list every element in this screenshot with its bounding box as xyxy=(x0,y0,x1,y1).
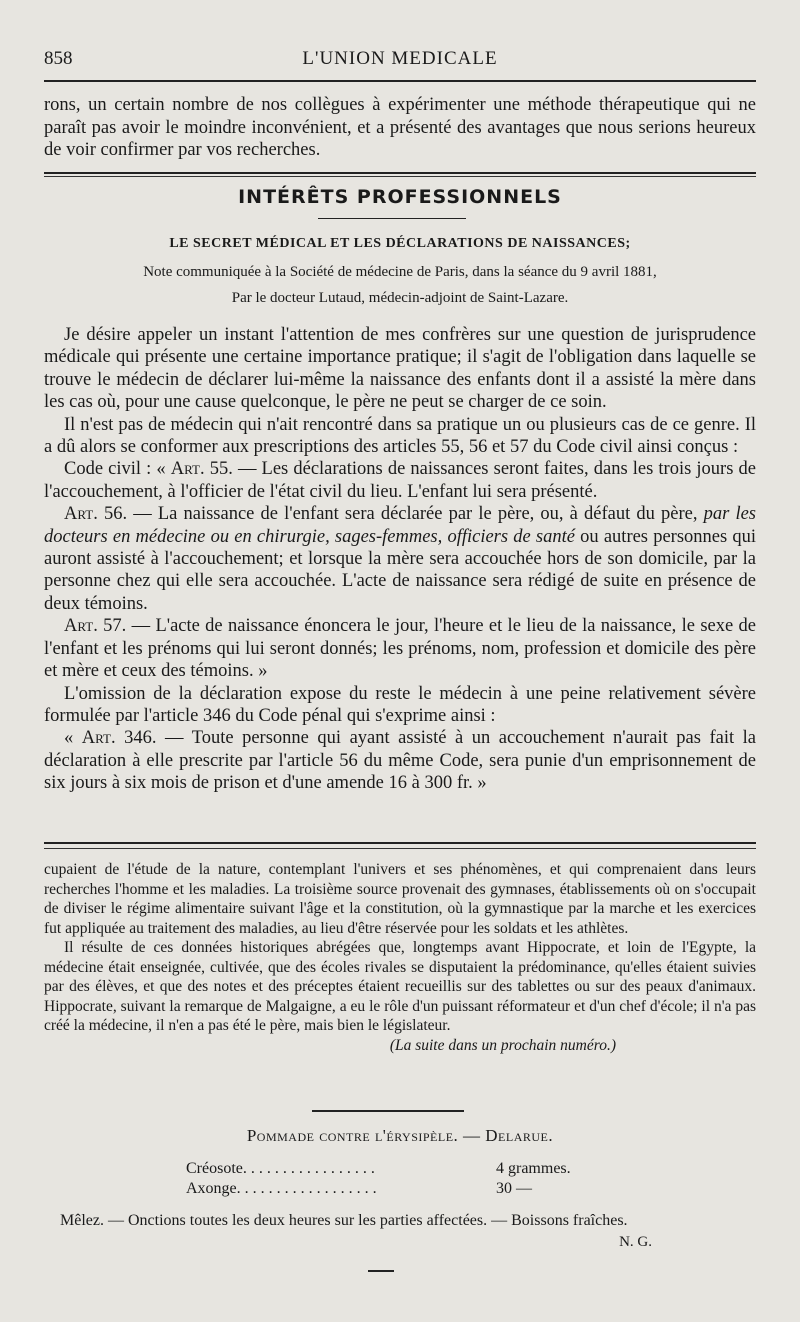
article-label: Art. 57. xyxy=(64,616,127,637)
recipe-signature: N. G. xyxy=(619,1234,652,1250)
continued-note: (La suite dans un prochain numéro.) xyxy=(389,1036,616,1054)
article-italic-text: par les docteurs en médecine ou en chirurgie, sages-femmes, officiers de santé xyxy=(44,504,756,547)
ingredient-row xyxy=(186,1180,532,1198)
body-paragraph: Il n'est pas de médecin qui n'ait rencontré dans sa pratique un ou plusieurs cas de ce genre. Il a dû alors se conformer aux prescriptions des articles 55, 56 et 57 du Code civil ainsi conçus : xyxy=(44,414,756,458)
article-label: Art. 346. xyxy=(81,728,157,749)
code-civil-prefix: Code civil : « xyxy=(64,459,171,480)
body-paragraph xyxy=(44,458,756,503)
article-note: Note communiquée à la Société de médecine de Paris, dans la séance du 9 avril 1881, xyxy=(143,264,657,280)
feuilleton xyxy=(44,860,756,1055)
body-paragraph xyxy=(44,727,756,794)
body-paragraph: Je désire appeler un instant l'attention de mes confrères sur une question de jurisprudence médicale qui présente une certaine importance pratique; il s'agit de l'obligation dans laquelle se trouve le médecin de déclarer lui-même la naissance des enfants dont il a assisté la mère dans les cas où, pour une cause quelconque, le père ne peut se charger de ce soin. xyxy=(44,325,756,413)
article-text: ou autres personnes qui auront assisté à l'accouchement; et lorsque la mère sera accouchée hors de son domicile, par la personne chez qui elle sera accouchée. L'acte de naissance sera rédigé de suite en présence de deux témoins. xyxy=(44,526,757,614)
section-title: INTÉRÊTS PROFESSIONNELS xyxy=(238,186,562,208)
quote-open: « xyxy=(64,728,82,749)
page-number: 858 xyxy=(44,48,73,69)
ingredient-name: Axonge. . . . . . . . . . . . . . . . . . xyxy=(186,1180,377,1197)
ingredient-quantity: 4 grammes. xyxy=(496,1160,571,1177)
recipe-rule xyxy=(312,1110,464,1112)
feuilleton-rule xyxy=(44,842,756,844)
feuilleton-rule-thin xyxy=(44,848,756,849)
intro-paragraph: rons, un certain nombre de nos collègues à expérimenter une méthode thérapeutique qui ne paraît pas avoir le moindre inconvénient, et a présenté des avantages que nous serions heureux de voir confirmer par vos recherches. xyxy=(44,95,756,160)
feuilleton-paragraph: Il résulte de ces données historiques abrégées que, longtemps avant Hippocrate, et loin de l'Egypte, la médecine était enseignée, cultivée, que des écoles rivales se disputaient la prédominance, qu'elles étaient suivies par des élèves, et que des notes et des préceptes étaient recueillis sur des tablettes ou sur des peaux d'animaux. Hippocrate, suivant la remarque de Malgaigne, a eu le rôle d'un puissant réformateur et d'un chef d'école; il n'a pas créé la médecine, il n'en a pas été le père, mais bien le législateur. xyxy=(44,939,756,1034)
article-body xyxy=(44,324,756,795)
section-rule-top xyxy=(44,172,756,174)
recipe-instructions: Mêlez. — Onctions toutes les deux heures sur les parties affectées. — Boissons fraîches. xyxy=(60,1212,628,1229)
body-paragraph: L'omission de la déclaration expose du reste le médecin à une peine relativement sévère formulée par l'article 346 du Code pénal qui s'exprime ainsi : xyxy=(44,683,756,726)
page-header xyxy=(44,48,756,74)
article-subtitle: LE SECRET MÉDICAL ET LES DÉCLARATIONS DE NAISSANCES; xyxy=(169,236,631,251)
feuilleton-paragraph: cupaient de l'étude de la nature, contemplant l'univers et ses phénomènes, et qui comprenaient dans leurs recherches l'homme et les maladies. La troisième source provenait des gymnases, établissements où on s'occupait de diviser le régime alimentaire suivant l'âge et la constitution, où la gymnastique par la marche et les exercices fut appliquée au traitement des maladies, au lieu d'être réservée pour les soldats et les athlètes. xyxy=(44,861,756,937)
ingredient-name: Créosote. . . . . . . . . . . . . . . . . xyxy=(186,1160,375,1177)
article-label: Art. 56. xyxy=(64,504,128,525)
section-title-rule xyxy=(318,218,466,219)
body-paragraph xyxy=(44,615,756,682)
article-text: — Toute personne qui ayant assisté à un accouchement n'aurait pas fait la déclaration à elle prescrite par l'article 56 du même Code, sera punie d'un emprisonnement de six jours à six mois de prison et d'une amende 16 à 300 fr. » xyxy=(44,728,756,794)
body-paragraph xyxy=(44,503,756,615)
article-text: — Les déclarations de naissances seront faites, dans les trois jours de l'accouchement, à l'officier de l'état civil du lieu. L'enfant lui sera présenté. xyxy=(44,459,756,502)
section-rule-top-thin xyxy=(44,176,756,177)
header-rule xyxy=(44,80,756,82)
article-author: Par le docteur Lutaud, médecin-adjoint de Saint-Lazare. xyxy=(231,290,569,306)
journal-title: L'UNION MEDICALE xyxy=(302,48,498,69)
end-rule xyxy=(368,1270,394,1272)
ingredient-quantity: 30 — xyxy=(496,1180,532,1197)
article-label: Art. 55. xyxy=(170,459,233,480)
article-text: — L'acte de naissance énoncera le jour, l'heure et le lieu de la naissance, le sexe de l'enfant et les prénoms qui lui seront donnés; les prénoms, nom, profession et domicile des père et mère et ceux des témoins. » xyxy=(44,616,756,682)
ingredient-row xyxy=(186,1160,571,1178)
article-text: — La naissance de l'enfant sera déclarée par le père, ou, à défaut du père, xyxy=(127,504,704,525)
recipe-title: Pommade contre l'érysipèle. — Delarue. xyxy=(246,1126,554,1145)
